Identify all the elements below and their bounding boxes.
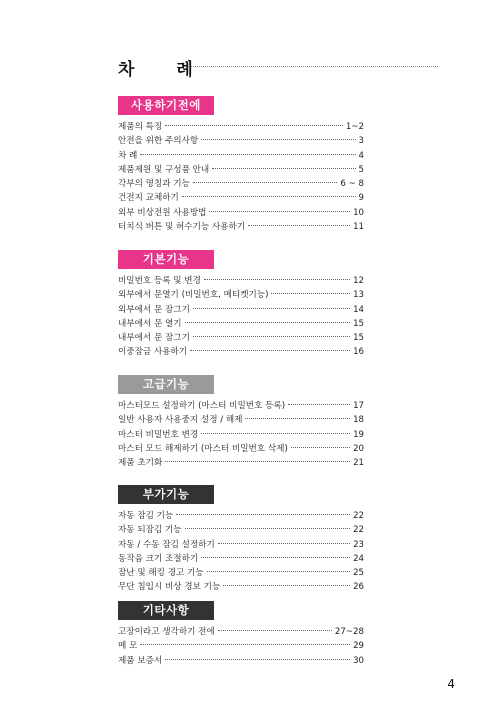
toc-entry-page: 26 bbox=[353, 582, 364, 593]
toc-entry[interactable] bbox=[118, 456, 364, 470]
toc-entry-label: 마스터 모드 해제하기 (마스터 비밀번호 삭제) bbox=[118, 443, 288, 454]
toc-entry-page: 24 bbox=[353, 553, 364, 564]
toc-entry-page: 4 bbox=[358, 150, 364, 161]
toc-entry-label: 마스터모드 설정하기 (마스터 비밀번호 등록) bbox=[118, 401, 286, 411]
toc-entry[interactable] bbox=[118, 413, 364, 427]
toc-entry[interactable] bbox=[118, 566, 364, 580]
toc-dot-leader bbox=[193, 182, 338, 183]
toc-dot-leader bbox=[291, 447, 350, 448]
toc-entry[interactable] bbox=[118, 509, 364, 523]
toc-entry-label: 비밀번호 등록 및 변경 bbox=[118, 276, 201, 286]
toc-entry-label: 제품의 특징 bbox=[118, 122, 163, 132]
toc-dot-leader bbox=[165, 659, 350, 660]
section-additional-functions bbox=[118, 483, 364, 595]
toc-dot-leader bbox=[212, 168, 355, 169]
section-advanced-functions bbox=[118, 373, 364, 470]
toc-entry[interactable] bbox=[118, 206, 364, 220]
toc-entry[interactable] bbox=[118, 552, 364, 566]
section-before-use bbox=[118, 94, 364, 234]
toc-entry[interactable] bbox=[118, 538, 364, 552]
toc-entry-page: 17 bbox=[353, 401, 364, 411]
toc-entry-page: 25 bbox=[353, 568, 364, 579]
toc-dot-leader bbox=[190, 350, 350, 351]
toc-entry[interactable] bbox=[118, 442, 364, 456]
section-heading: 기타사항 bbox=[118, 601, 214, 620]
toc-entry-label: 마스터 비밀번호 변경 bbox=[118, 429, 199, 440]
toc-dot-leader bbox=[271, 293, 350, 294]
toc-entry-page: 27~28 bbox=[334, 627, 364, 637]
toc-entry-label: 안전을 위한 주의사항 bbox=[118, 136, 199, 147]
toc-entry-label: 자동 되잠김 기능 bbox=[118, 525, 182, 536]
toc-entry-label: 내부에서 문 잠그기 bbox=[118, 333, 190, 344]
toc-dot-leader bbox=[218, 543, 350, 544]
section-heading: 사용하기전에 bbox=[118, 96, 214, 115]
toc-entry-page: 23 bbox=[353, 539, 364, 550]
toc-dot-leader bbox=[193, 308, 350, 309]
toc-dot-leader bbox=[193, 336, 350, 337]
toc-entry-label: 메 모 bbox=[118, 641, 138, 652]
toc-entry[interactable] bbox=[118, 654, 364, 668]
title-dotted-rule bbox=[188, 66, 438, 67]
page-number: 4 bbox=[447, 677, 455, 691]
toc-entry-page: 6 ~ 8 bbox=[340, 179, 364, 190]
toc-entry[interactable] bbox=[118, 120, 364, 134]
toc-entry-page: 15 bbox=[353, 333, 364, 344]
toc-entry-page: 12 bbox=[353, 276, 364, 286]
toc-entry[interactable] bbox=[118, 523, 364, 537]
toc-entry-label: 무단 침입시 비상 경보 기능 bbox=[118, 582, 221, 593]
toc-entry-page: 13 bbox=[353, 290, 364, 301]
toc-dot-leader bbox=[245, 418, 350, 419]
toc-entry-label: 고장이라고 생각하기 전에 bbox=[118, 627, 215, 637]
toc-entry-page: 20 bbox=[353, 443, 364, 454]
toc-dot-leader bbox=[204, 279, 350, 280]
toc-entry-label: 동작음 크기 조절하기 bbox=[118, 553, 199, 564]
toc-entry-page: 22 bbox=[353, 511, 364, 521]
toc-entry-label: 외부에서 문 잠그기 bbox=[118, 304, 190, 315]
toc-entry-page: 19 bbox=[353, 429, 364, 440]
toc-entry-label: 제품제원 및 구성품 안내 bbox=[118, 164, 210, 175]
toc-entry[interactable] bbox=[118, 163, 364, 177]
toc-entry-page: 18 bbox=[353, 415, 364, 426]
toc-entry-label: 일반 사용자 사용중지 설정 / 해제 bbox=[118, 415, 243, 426]
section-heading: 부가기능 bbox=[118, 485, 214, 504]
toc-entry-page: 30 bbox=[353, 655, 364, 666]
toc-entry-page: 5 bbox=[358, 164, 364, 175]
toc-entry[interactable] bbox=[118, 331, 364, 345]
toc-dot-leader bbox=[218, 630, 332, 631]
toc-entry-label: 내부에서 문 열기 bbox=[118, 318, 182, 329]
toc-entry[interactable] bbox=[118, 345, 364, 359]
toc-entry-label: 각부의 명칭과 기능 bbox=[118, 179, 190, 190]
toc-dot-leader bbox=[140, 644, 350, 645]
toc-entry-label: 자동 / 수동 잠김 설정하기 bbox=[118, 539, 215, 550]
toc-entry-page: 15 bbox=[353, 318, 364, 329]
toc-entry-page: 3 bbox=[358, 136, 364, 147]
toc-entry-page: 22 bbox=[353, 525, 364, 536]
section-heading: 고급기능 bbox=[118, 375, 214, 394]
toc-entry-label: 건전지 교체하기 bbox=[118, 193, 179, 204]
toc-dot-leader bbox=[201, 557, 350, 558]
toc-entry[interactable] bbox=[118, 288, 364, 302]
toc-entry[interactable] bbox=[118, 428, 364, 442]
toc-dot-leader bbox=[165, 461, 350, 462]
toc-entry-label: 차 례 bbox=[118, 150, 138, 161]
toc-dot-leader bbox=[185, 322, 350, 323]
section-heading: 기본기능 bbox=[118, 250, 214, 269]
toc-entry-label: 이중잠금 사용하기 bbox=[118, 347, 188, 358]
toc-entry-page: 11 bbox=[353, 222, 364, 233]
toc-entry-label: 제품 보증서 bbox=[118, 655, 163, 666]
section-basic-functions bbox=[118, 248, 364, 360]
toc-entry-page: 10 bbox=[353, 207, 364, 218]
page-title: 차 례 bbox=[118, 60, 211, 80]
toc-dot-leader bbox=[207, 571, 350, 572]
toc-dot-leader bbox=[288, 404, 350, 405]
toc-entry-label: 외부에서 문열기 (비밀번호, 메티켓기능) bbox=[118, 290, 269, 301]
toc-entry-page: 9 bbox=[358, 193, 364, 204]
toc-dot-leader bbox=[176, 514, 350, 515]
toc-entry-page: 16 bbox=[353, 347, 364, 358]
toc-dot-leader bbox=[223, 585, 350, 586]
toc-entry-label: 잠난 및 해킹 경고 기능 bbox=[118, 568, 204, 579]
toc-entry-page: 21 bbox=[353, 458, 364, 469]
toc-entry-page: 29 bbox=[353, 641, 364, 652]
toc-dot-leader bbox=[209, 211, 350, 212]
toc-entry[interactable] bbox=[118, 625, 364, 639]
toc-entry[interactable] bbox=[118, 191, 364, 205]
toc-entry[interactable] bbox=[118, 177, 364, 191]
toc-dot-leader bbox=[182, 196, 356, 197]
toc-dot-leader bbox=[248, 225, 350, 226]
toc-entry[interactable] bbox=[118, 149, 364, 163]
toc-dot-leader bbox=[165, 125, 343, 126]
toc-entry[interactable] bbox=[118, 134, 364, 148]
toc-entry[interactable] bbox=[118, 317, 364, 331]
toc-dot-leader bbox=[201, 433, 350, 434]
toc-entry-label: 터치식 버튼 및 허수기능 사용하기 bbox=[118, 222, 246, 233]
toc-entry-label: 자동 잠김 기능 bbox=[118, 511, 174, 521]
section-other-matters bbox=[118, 599, 364, 668]
toc-entry[interactable] bbox=[118, 399, 364, 413]
toc-entry-label: 제품 초기화 bbox=[118, 458, 163, 469]
toc-entry[interactable] bbox=[118, 639, 364, 653]
toc-entry-page: 14 bbox=[353, 304, 364, 315]
toc-dot-leader bbox=[140, 154, 355, 155]
toc-entry-label: 외부 비상전원 사용방법 bbox=[118, 207, 207, 218]
toc-dot-leader bbox=[185, 528, 350, 529]
toc-entry[interactable] bbox=[118, 220, 364, 234]
toc-entry[interactable] bbox=[118, 303, 364, 317]
toc-entry[interactable] bbox=[118, 274, 364, 288]
toc-dot-leader bbox=[201, 139, 355, 140]
toc-entry-page: 1~2 bbox=[345, 122, 364, 132]
toc-entry[interactable] bbox=[118, 580, 364, 594]
